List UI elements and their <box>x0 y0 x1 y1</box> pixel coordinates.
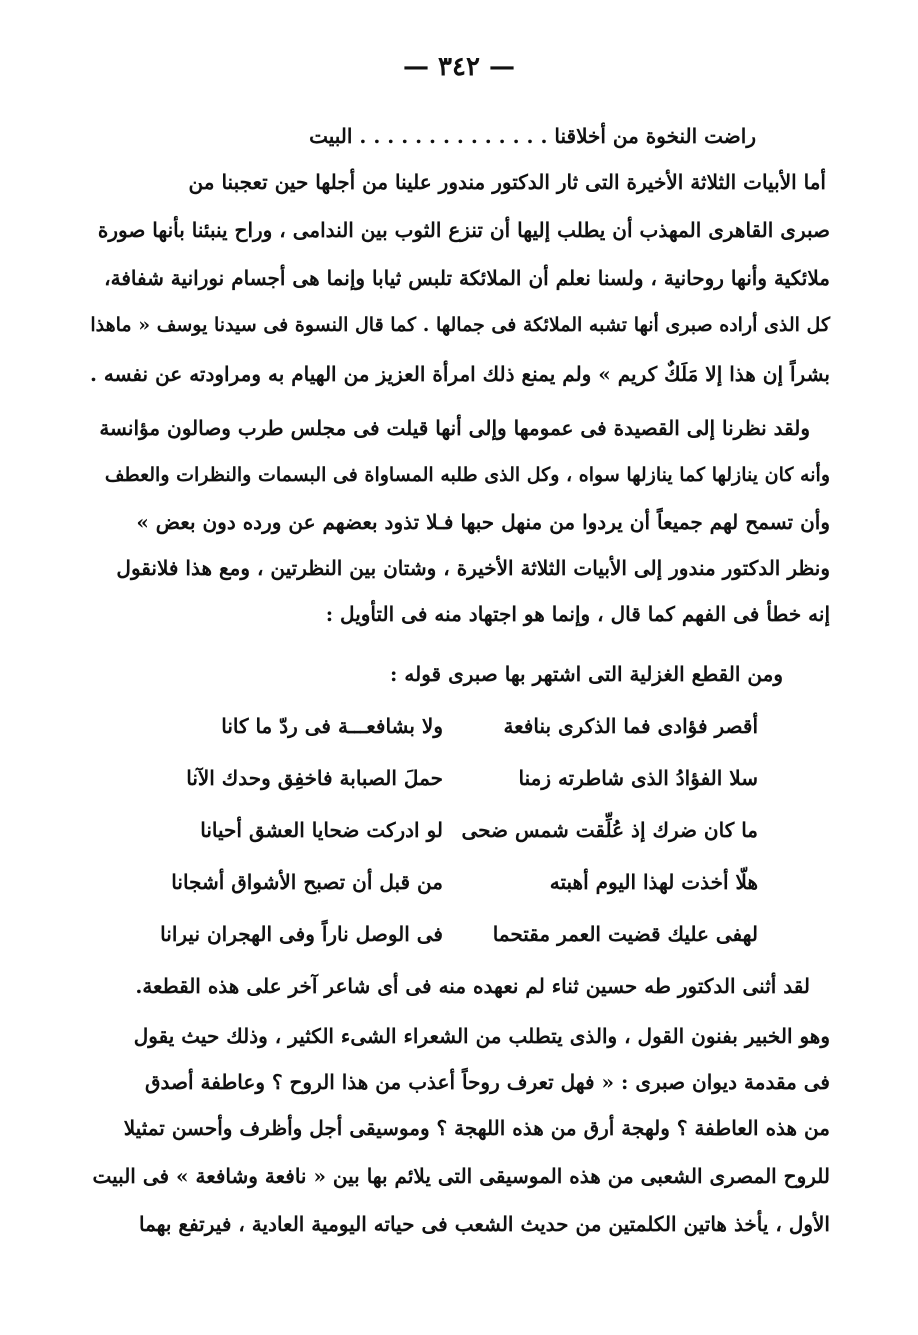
paragraph-line: ولقد نظرنا إلى القصيدة فى عمومها وإلى أنها قيلت فى مجلس طرب وصالون مؤانسة <box>99 416 810 440</box>
verse-first-hemistich: سلا الفؤادُ الذى شاطرته زمنا <box>518 766 758 790</box>
verse-second-hemistich: ولا بشافعـــة فى ردّ ما كانا <box>221 714 443 738</box>
paragraph-line: صبرى القاهرى المهذب أن يطلب إليها أن تنزع الثوب بين الندامى ، وراح ينبئنا بأنها صورة <box>97 218 830 242</box>
paragraph-line: وأنه كان ينازلها كما ينازلها سواه ، وكل الذى طلبه المساواة فى البسمات والنظرات والعطف <box>104 464 830 486</box>
paragraph-line: إنه خطأ فى الفهم كما قال ، وإنما هو اجتهاد منه فى التأويل : <box>325 602 830 626</box>
paragraph-line: أما الأبيات الثلاثة الأخيرة التى ثار الدكتور مندور علينا من أجلها حين تعجبنا من <box>188 170 826 194</box>
paragraph-line: بشراً إن هذا إلا مَلَكٌ كريم » ولم يمنع ذلك امرأة العزيز من الهيام به ومراودته عن نفسه . <box>89 362 830 386</box>
verse-second-hemistich: حملَ الصبابة فاخفِق وحدك الآنا <box>186 766 443 790</box>
page-number: — ٣٤٢ — <box>402 52 516 82</box>
verse-second-hemistich: فى الوصل ناراً وفى الهجران نيرانا <box>160 922 443 946</box>
paragraph-line: فى مقدمة ديوان صبرى : « فهل تعرف روحاً أعذب من هذا الروح ؟ وعاطفة أصدق <box>145 1070 830 1094</box>
verse-second-hemistich: من قبل أن تصبح الأشواق أشجانا <box>171 870 443 894</box>
paragraph-line: من هذه العاطفة ؟ ولهجة أرق من هذه اللهجة ؟ وموسيقى أجل وأظرف وأحسن تمثيلا <box>123 1116 830 1140</box>
verse-first-hemistich: لهفى عليك قضيت العمر مقتحما <box>492 922 758 946</box>
paragraph-line: وهو الخبير بفنون القول ، والذى يتطلب من الشعراء الشىء الكثير ، وذلك حيث يقول <box>133 1024 830 1048</box>
paragraph-line: وأن تسمح لهم جميعاً أن يردوا من منهل حبها فـلا تذود بعضهم عن ورده دون بعض » <box>136 510 830 534</box>
verse-second-hemistich: لو ادركت ضحايا العشق أحيانا <box>200 818 443 842</box>
poem-intro: ومن القطع الغزلية التى اشتهر بها صبرى قوله : <box>390 662 783 686</box>
paragraph-line: ونظر الدكتور مندور إلى الأبيات الثلاثة الأخيرة ، وشتان بين النظرتين ، ومع هذا فلانقول <box>116 556 830 580</box>
verse-first-hemistich: أقصر فؤادى فما الذكرى بنافعة <box>503 714 758 738</box>
paragraph-line: ملائكية وأنها روحانية ، ولسنا نعلم أن الملائكة تلبس ثيابا وإنما هى أجسام نورانية شفافة، <box>104 266 830 290</box>
paragraph-line: لقد أثنى الدكتور طه حسين ثناء لم نعهده منه فى أى شاعر آخر على هذه القطعة. <box>135 974 810 998</box>
verse-first-hemistich: ما كان ضرك إذ عُلِّقت شمس ضحى <box>461 818 758 842</box>
paragraph-line: للروح المصرى الشعبى من هذه الموسيقى التى يلائم بها بين « نافعة وشافعة » فى البيت <box>92 1164 830 1188</box>
paragraph-line: الأول ، يأخذ هاتين الكلمتين من حديث الشعب فى حياته اليومية العادية ، فيرتفع بهما <box>139 1212 830 1236</box>
paragraph-line: كل الذى أراده صبرى أنها تشبه الملائكة فى جمالها . كما قال النسوة فى سيدنا يوسف « ماهذا <box>90 314 830 336</box>
verse-first-hemistich: هلّا أخذت لهذا اليوم أهبته <box>549 870 758 894</box>
intro-verse: راضت النخوة من أخلاقنا . . . . . . . . . . . . . . البيت <box>309 124 756 148</box>
